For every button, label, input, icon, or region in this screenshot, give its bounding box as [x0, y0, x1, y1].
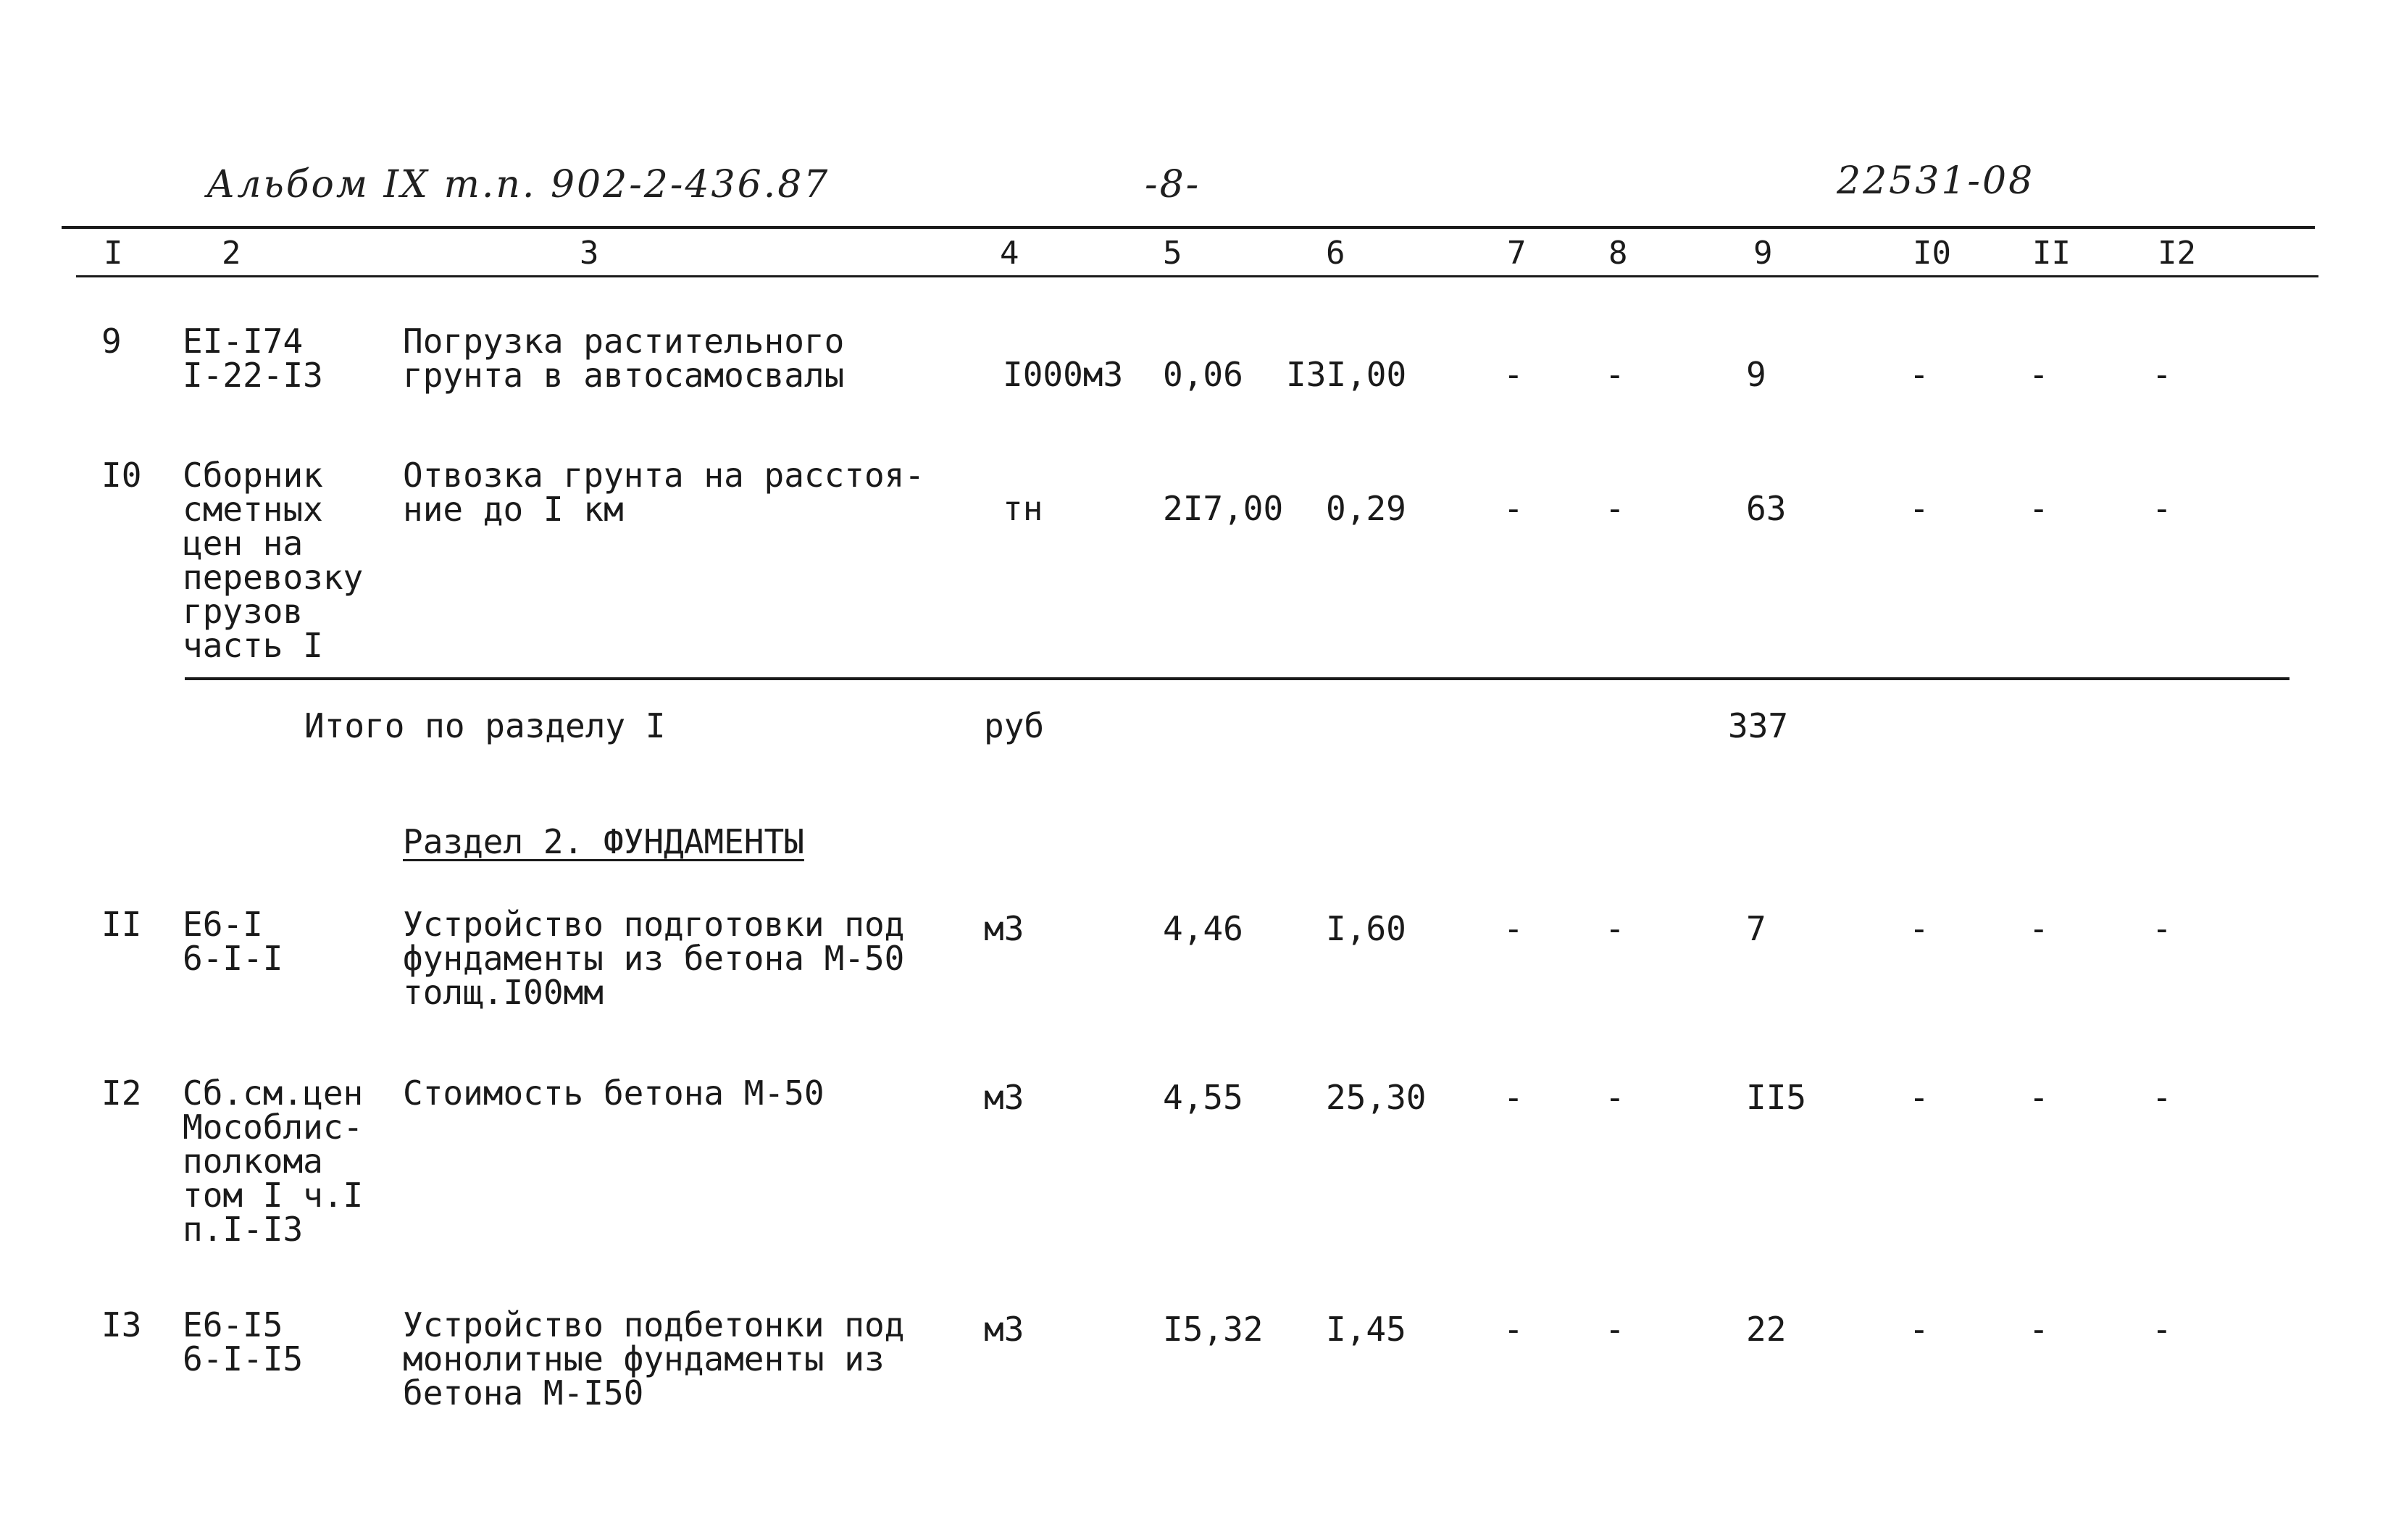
column-number: I — [104, 235, 123, 272]
album-reference: Альбом IX т.п. 902-2-436.87 — [206, 163, 830, 206]
total-cost: 7 — [1746, 909, 1766, 948]
column-12-value: - — [2152, 1310, 2172, 1349]
column-11-value: - — [2029, 355, 2049, 394]
column-8-value: - — [1605, 1078, 1625, 1117]
column-11-value: - — [2029, 489, 2049, 528]
price-code: Сб.см.цен Мособлис- полкома том I ч.I п.I-I3 — [183, 1074, 364, 1249]
column-10-value: - — [1909, 355, 1929, 394]
column-10-value: - — [1909, 489, 1929, 528]
work-description: Стоимость бетона М-50 — [403, 1074, 825, 1113]
column-10-value: - — [1909, 1310, 1929, 1349]
row-number: 9 — [101, 322, 122, 361]
column-7-value: - — [1503, 1310, 1524, 1349]
unit: I000м3 — [1003, 355, 1124, 394]
column-12-value: - — [2152, 909, 2172, 948]
column-number: II — [2032, 235, 2071, 272]
section-rule — [185, 677, 2289, 680]
column-10-value: - — [1909, 909, 1929, 948]
quantity: I5,32 — [1163, 1310, 1264, 1349]
column-number: 6 — [1326, 235, 1345, 272]
row-number: I2 — [101, 1074, 142, 1113]
unit: м3 — [984, 1310, 1024, 1349]
header-bottom-rule — [76, 275, 2318, 277]
column-12-value: - — [2152, 1078, 2172, 1117]
column-number: 2 — [222, 235, 241, 272]
total-cost: 63 — [1746, 489, 1787, 528]
column-11-value: - — [2029, 1310, 2049, 1349]
column-10-value: - — [1909, 1078, 1929, 1117]
price-code: EI-I74 I-22-I3 — [183, 322, 323, 395]
unit: м3 — [984, 1078, 1024, 1117]
column-7-value: - — [1503, 1078, 1524, 1117]
column-11-value: - — [2029, 1078, 2049, 1117]
document-code: 22531-08 — [1837, 159, 2035, 203]
column-8-value: - — [1605, 909, 1625, 948]
column-8-value: - — [1605, 1310, 1625, 1349]
unit-price: I,60 — [1326, 909, 1406, 948]
total-cost: II5 — [1746, 1078, 1807, 1117]
column-number: I2 — [2158, 235, 2196, 272]
unit: тн — [1003, 489, 1043, 528]
row-number: I3 — [101, 1305, 142, 1344]
column-12-value: - — [2152, 355, 2172, 394]
work-description: Устройство подбетонки под монолитные фундаменты из бетона М-I50 — [403, 1305, 905, 1413]
section-title: Раздел 2. ФУНДАМЕНТЫ — [403, 822, 804, 861]
column-number: 7 — [1507, 235, 1527, 272]
column-number: 5 — [1163, 235, 1182, 272]
row-number: I0 — [101, 456, 142, 495]
quantity: 2I7,00 — [1163, 489, 1284, 528]
page-number: -8- — [1145, 163, 1201, 206]
price-code: Сборник сметных цен на перевозку грузов часть I — [183, 456, 364, 665]
unit-price: I,45 — [1326, 1310, 1406, 1349]
unit-price: 25,30 — [1326, 1078, 1427, 1117]
column-number: 9 — [1753, 235, 1773, 272]
column-number: 4 — [1000, 235, 1019, 272]
price-code: Е6-I5 6-I-I5 — [183, 1305, 304, 1378]
quantity: 4,46 — [1163, 909, 1243, 948]
unit-price: I3I,00 — [1286, 355, 1407, 394]
price-code: Е6-I 6-I-I — [183, 905, 283, 978]
total-cost: 9 — [1746, 355, 1766, 394]
column-12-value: - — [2152, 489, 2172, 528]
total-cost: 22 — [1746, 1310, 1787, 1349]
quantity: 0,06 — [1163, 355, 1243, 394]
column-11-value: - — [2029, 909, 2049, 948]
column-8-value: - — [1605, 355, 1625, 394]
work-description: Устройство подготовки под фундаменты из бетона М-50 толщ.I00мм — [403, 905, 905, 1012]
column-number: 3 — [580, 235, 599, 272]
work-description: Погрузка растительного грунта в автосамосвалы — [403, 322, 845, 395]
unit: м3 — [984, 909, 1024, 948]
row-number: II — [101, 905, 142, 944]
table-top-rule — [62, 226, 2315, 229]
work-description: Отвозка грунта на расстоя- ние до I км — [403, 456, 925, 529]
column-number: I0 — [1913, 235, 1951, 272]
unit-price: 0,29 — [1326, 489, 1406, 528]
subtotal-total: 337 — [1728, 706, 1789, 745]
quantity: 4,55 — [1163, 1078, 1243, 1117]
subtotal-unit: руб — [984, 706, 1045, 745]
column-8-value: - — [1605, 489, 1625, 528]
column-7-value: - — [1503, 489, 1524, 528]
subtotal-label: Итого по разделу I — [304, 706, 666, 745]
column-7-value: - — [1503, 909, 1524, 948]
column-7-value: - — [1503, 355, 1524, 394]
column-number: 8 — [1608, 235, 1628, 272]
